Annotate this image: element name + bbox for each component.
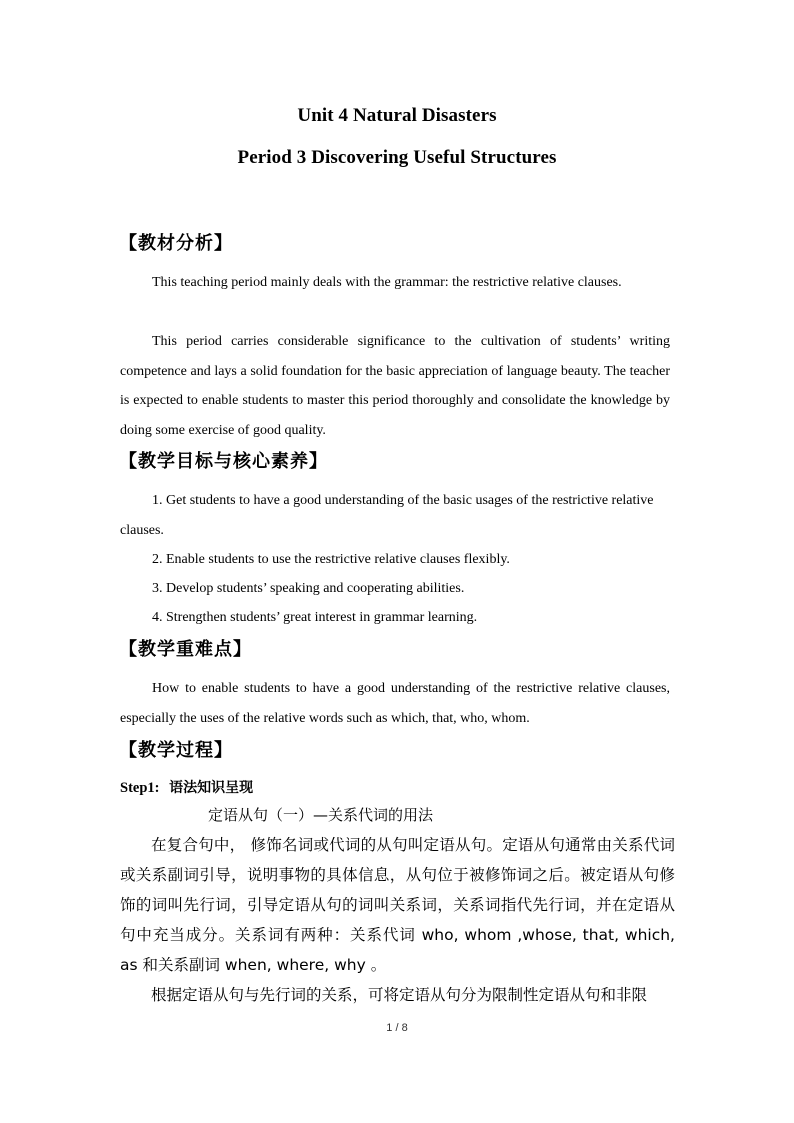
section-heading-difficulties: 【教学重难点】 [119,639,252,660]
step-prefix: Step1: [120,780,160,796]
analysis-paragraph-2: This period carries considerable significance to the cultivation of students’ writing competence and lays a solid foundation for the basic appreciation of language beauty. The teacher is expected to enable students to master this period thoroughly and consolidate the knowledge by doing some exercise of good quality. [120,334,670,438]
grammar-subheading: 定语从句（一）—关系代词的用法 [208,806,434,824]
section-heading-analysis: 【教材分析】 [119,233,233,254]
section-heading-objectives: 【教学目标与核心素养】 [119,451,328,472]
grammar-paragraph-2: 根据定语从句与先行词的关系，可将定语从句分为限制性定语从句和非限 [151,986,648,1004]
objective-item-4: 4. Strengthen students’ great interest in grammar learning. [152,610,478,625]
objective-item-2: 2. Enable students to use the restrictive relative clauses flexibly. [152,552,510,567]
grammar-paragraph-1: 在复合句中， 修饰名词或代词的从句叫定语从句。定语从句通常由关系代词或关系副词引导，说明事物的具体信息，从句位于被修饰词之后。被定语从句修饰的词叫先行词，引导定语从句的词叫关系词，关系词指代先行词，并在定语从句中充当成分。关系词有两种：关系代词 who, whom ,whose, that, which, as 和关系副词 when, where, why 。 [120,836,675,974]
document-title: Unit 4 Natural Disasters [297,105,497,126]
step-title: 语法知识呈现 [169,780,254,796]
page-number: 1 / 8 [386,1022,408,1034]
document-subtitle: Period 3 Discovering Useful Structures [237,147,557,168]
section-heading-process: 【教学过程】 [119,740,233,761]
objective-item-3: 3. Develop students’ speaking and cooperating abilities. [152,581,465,596]
step-label [120,777,253,797]
objective-item-1: 1. Get students to have a good understanding of the basic usages of the restrictive relative clauses. [120,493,654,538]
difficulties-paragraph: How to enable students to have a good understanding of the restrictive relative clauses, especially the uses of the relative words such as which, that, who, whom. [120,681,670,726]
analysis-paragraph-1: This teaching period mainly deals with the grammar: the restrictive relative clauses. [152,275,622,290]
